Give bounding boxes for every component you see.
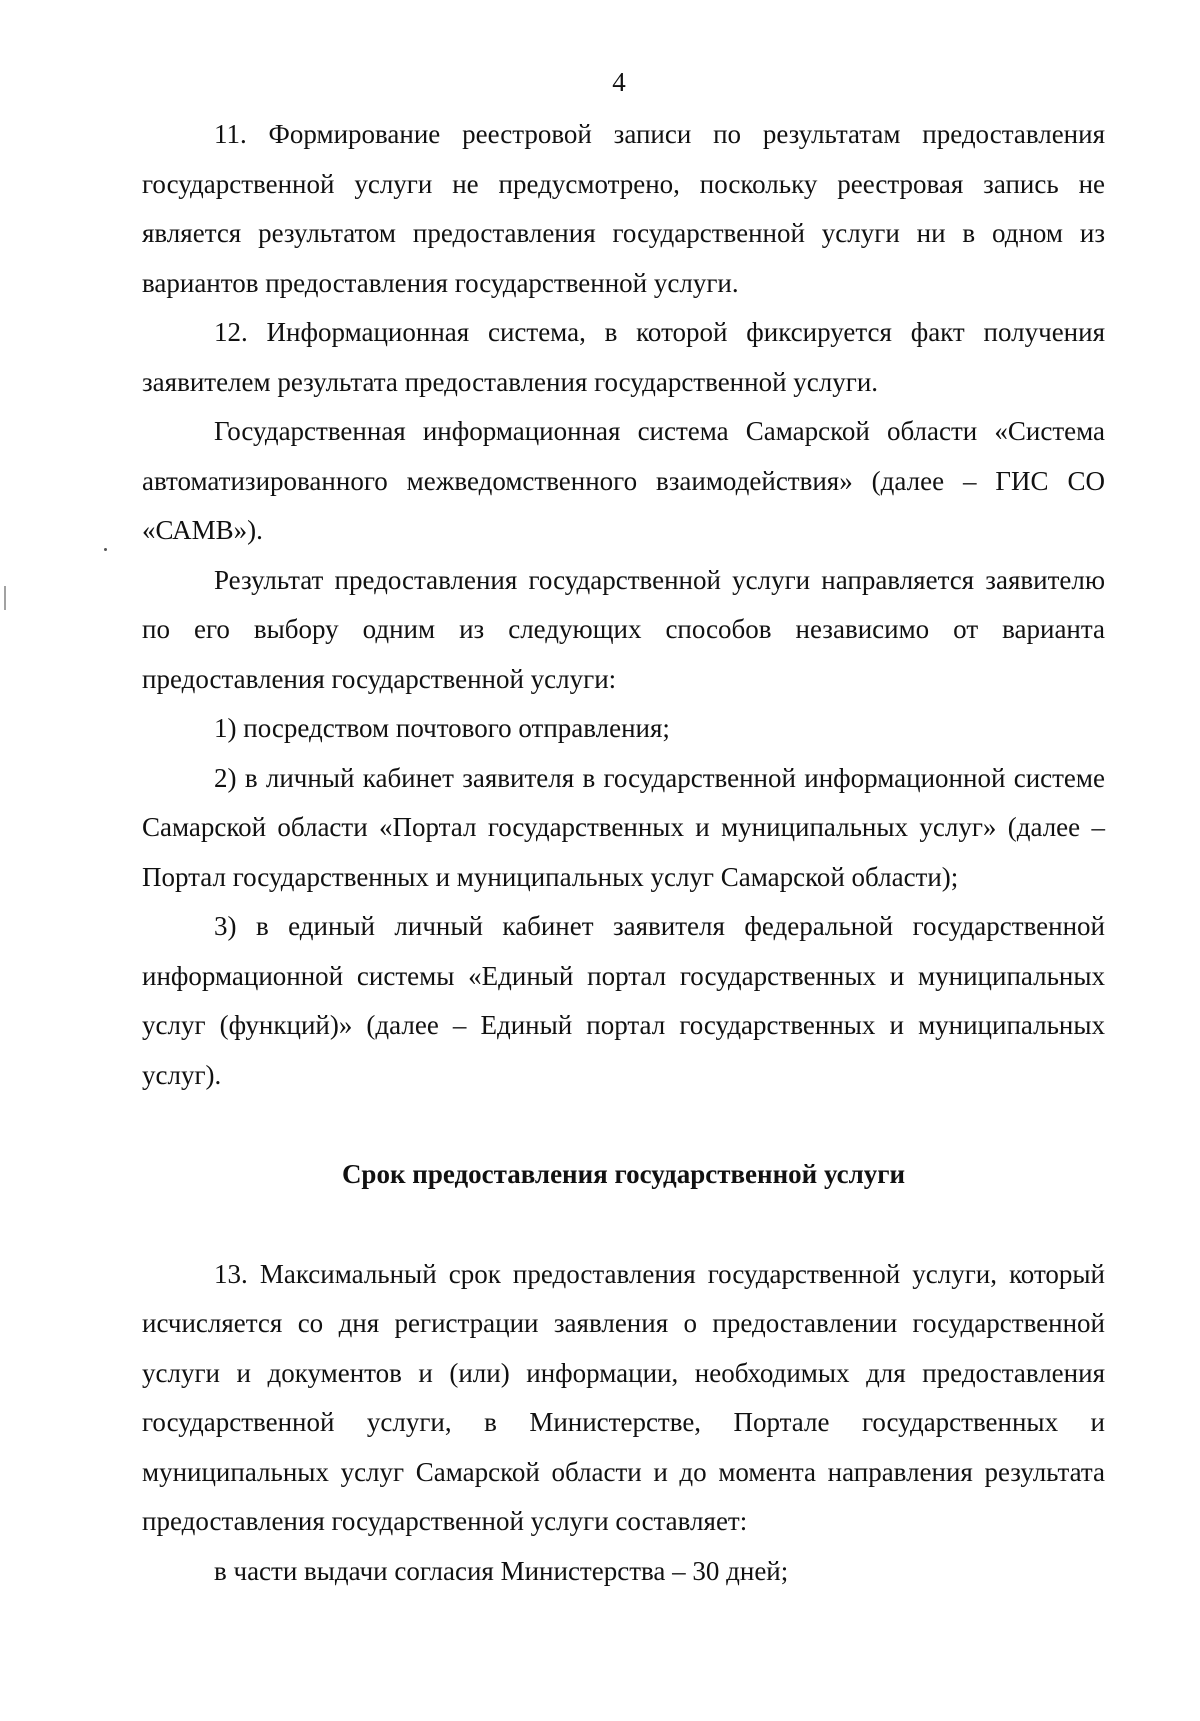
paragraph-11: 11. Формирование реестровой записи по результатам предоставления государственной услуги не предусмотрено, поскольку реестровая запись не является результатом предоставления государственной услуги ни в одном из вариантов предоставления государственной услуги. [142, 119, 1105, 298]
section-gap-bottom [142, 1200, 1105, 1250]
section-gap-top [142, 1100, 1105, 1150]
list-item-3: 3) в единый личный кабинет заявителя федеральной государственной информационной системы «Единый портал государственных и муниципальных услуг (функций)» (далее – Единый портал государственных и муниципальных услуг). [142, 911, 1105, 1090]
paragraph-13-term: в части выдачи согласия Министерства – 30 дней; [214, 1555, 789, 1586]
paragraph-12-system: Государственная информационная система Самарской области «Система автоматизированного межведомственного взаимодействия» (далее – ГИС СО «САМВ»). [142, 416, 1105, 545]
scan-artifact-left-edge [4, 586, 6, 610]
scan-artifact-dot [104, 548, 107, 551]
paragraph-13: 13. Максимальный срок предоставления государственной услуги, который исчисляется со дня регистрации заявления о предоставлении государственной услуги и документов и (или) информации, необходимых для предоставления государственной услуги, в Министерстве, Портале государственных и муниципальных услуг Самарской области и до момента направления результата предоставления государственной услуги составляет: [142, 1258, 1105, 1536]
list-item-2: 2) в личный кабинет заявителя в государственной информационной системе Самарской области «Портал государственных и муниципальных услуг» (далее – Портал государственных и муниципальных услуг Самарской области); [142, 762, 1105, 892]
paragraph-12: 12. Информационная система, в которой фиксируется факт получения заявителем результата предоставления государственной услуги. [142, 317, 1105, 397]
list-item-1: 1) посредством почтового отправления; [214, 713, 670, 743]
page-number: 4 [612, 67, 626, 97]
paragraph-12-result: Результат предоставления государственной услуги направляется заявителю по его выбору одним из следующих способов независимо от варианта предоставления государственной услуги: [142, 564, 1105, 694]
document-body [142, 110, 1105, 1596]
section-heading: Срок предоставления государственной услуги [341, 1159, 906, 1189]
